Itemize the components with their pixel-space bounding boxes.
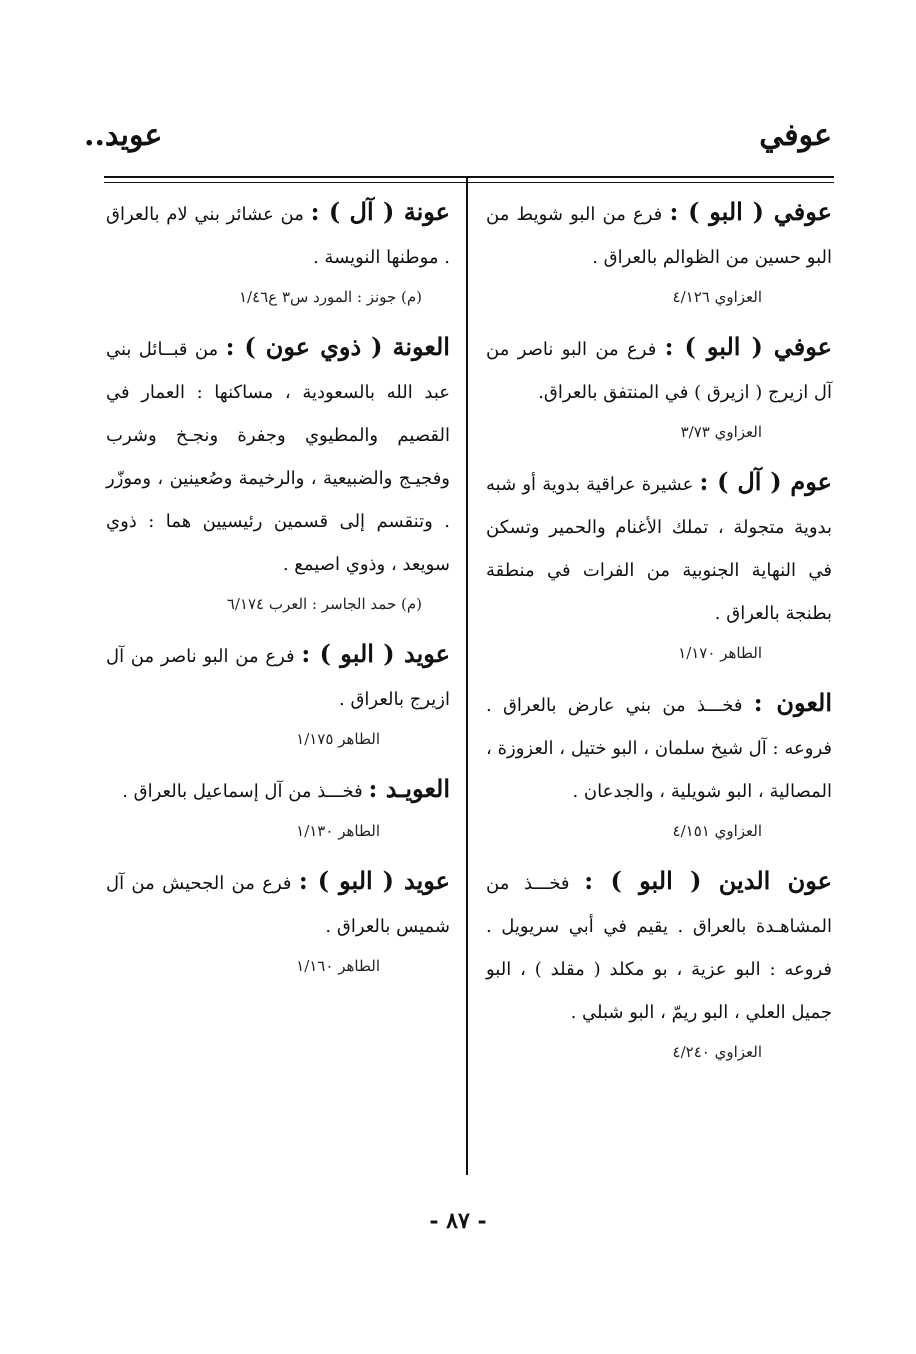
entry-body: فرع من الجحيش من آل شميس بالعراق . [106, 873, 450, 937]
entry-body: فرع من البو ناصر من آل ازيرج ( ازيرق ) في المنتفق بالعراق. [486, 339, 832, 403]
header-left-word: عويد.. [84, 118, 163, 153]
right-column [486, 190, 832, 1080]
entry-body: فرع من البو شويط من البو حسين من الظوالم بالعراق . [486, 204, 832, 268]
entry-body: فخـــذ من المشاهـدة بالعراق . يقيم في أبي سريويل . فروعه : البو عزية ، بو مكلد ( مقلد ) ، البو جميل العلي ، البو ريمّ ، البو شبلي . [486, 873, 832, 1023]
entry [106, 859, 450, 984]
entry-body: من قبــائل بني عبد الله بالسعودية ، مساكنها : العمار في القصيم والمطيوي وجفرة ونجـخ وشرب وفجيـج والضبيعية ، والرخيمة وصُعينين ، وموزّر . وتنقسم إلى قسمين رئيسيين هما : ذوي سويعد ، وذوي اصيمع . [106, 339, 450, 575]
entry-source: الطاهر ١/١٧٥ [296, 730, 380, 748]
entry-source: العزاوي ٤/١٢٦ [672, 288, 762, 306]
column-divider [466, 178, 468, 998]
header-rule-thin [104, 182, 834, 183]
entry-body: فخـــذ من آل إسماعيل بالعراق . [122, 781, 363, 802]
entry [106, 767, 450, 849]
column-divider-lower [466, 990, 468, 1175]
entry-source: (م) حمد الجاسر : العرب ٦/١٧٤ [226, 595, 422, 613]
entry [486, 859, 832, 1070]
entry-title: العون : [753, 688, 832, 717]
page-number: - ٨٧ - [429, 1208, 487, 1234]
entry-body: من عشائر بني لام بالعراق . موطنها النويسة . [106, 204, 450, 268]
entry-title: العونة ( ذوي عون ) : [225, 332, 450, 361]
entry-body: عشيرة عراقية بدوية أو شبه بدوية متجولة ، تملك الأغنام والحمير وتسكن في النهاية الجنوبية من الفرات في منطقة بطنجة بالعراق . [486, 474, 832, 624]
entry [106, 632, 450, 757]
header-right-word: عوفي [759, 118, 832, 153]
entry-title: عويد ( البو ) : [301, 639, 450, 668]
entry-title: عوم ( آل ) : [699, 467, 832, 496]
entry-source: العزاوي ٤/١٥١ [672, 822, 762, 840]
entry-title: عونة ( آل ) : [310, 197, 450, 226]
entry [486, 460, 832, 671]
entry [106, 325, 450, 622]
entry-title: عوفي ( البو ) : [669, 197, 832, 226]
entry-source: الطاهر ١/١٣٠ [296, 822, 380, 840]
entry-title: عويد ( البو ) : [298, 866, 450, 895]
entry-source: العزاوي ٣/٧٣ [680, 423, 762, 441]
entry-title: عون الدين ( البو ) : [584, 866, 832, 895]
entry-source: الطاهر ١/١٧٠ [678, 644, 762, 662]
entry-title: العويـد : [368, 774, 450, 803]
entry [486, 325, 832, 450]
entry-title: عوفي ( البو ) : [664, 332, 833, 361]
entry-body: فخـــذ من بني عارض بالعراق . فروعه : آل شيخ سلمان ، البو ختيل ، العزوزة ، المصالية ، البو شويلية ، والجدعان . [486, 695, 832, 802]
left-column [106, 190, 450, 994]
entry-source: العزاوي ٤/٢٤٠ [672, 1043, 762, 1061]
entry [486, 190, 832, 315]
entry [486, 681, 832, 849]
entry-source: الطاهر ١/١٦٠ [296, 957, 380, 975]
header-rule-thick [104, 176, 834, 178]
entry-source: (م) جونز : المورد س٣ ع١/٤٦ [239, 288, 422, 306]
entry [106, 190, 450, 315]
entry-body: فرع من البو ناصر من آل ازيرج بالعراق . [106, 646, 450, 710]
